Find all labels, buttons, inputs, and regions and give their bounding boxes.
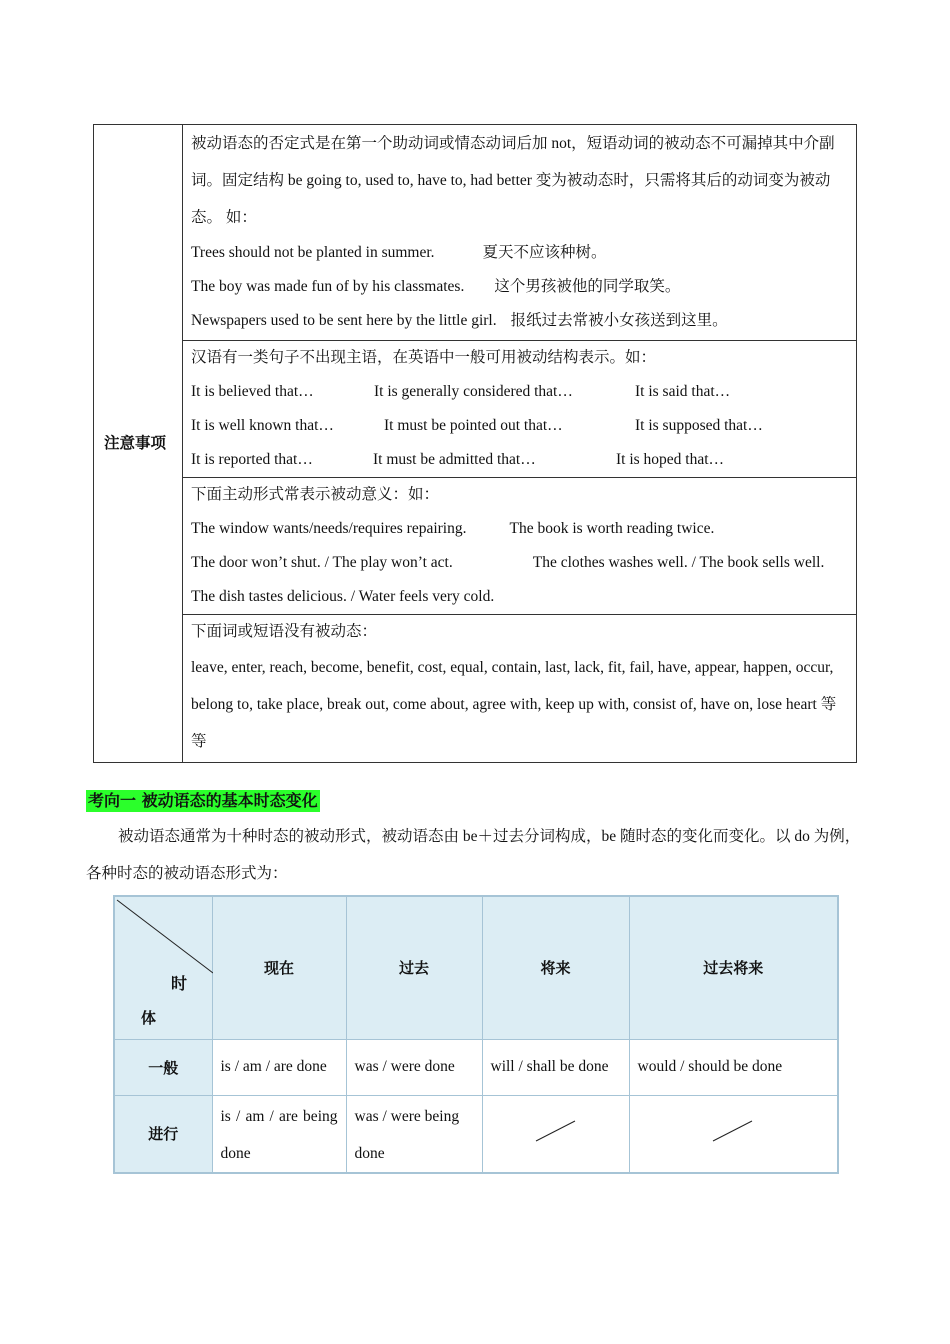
- example-line: [191, 236, 848, 270]
- table-corner: [114, 896, 212, 1039]
- phrase: It must be admitted that…: [373, 451, 536, 468]
- column-header: 现在: [212, 896, 346, 1039]
- tense-table: [113, 895, 839, 1174]
- phrase: It is said that…: [635, 383, 731, 400]
- phrase-row: [191, 443, 848, 477]
- phrase: It is reported that…: [191, 451, 313, 468]
- empty-cell: [629, 1095, 838, 1173]
- column-header: 将来: [482, 896, 629, 1039]
- notes-block-active-passive: [183, 478, 857, 615]
- active-intro: 下面主动形式常表示被动意义：如：: [191, 486, 440, 503]
- row-header: 进行: [114, 1095, 212, 1173]
- example-en: Trees should not be planted in summer.: [191, 244, 435, 261]
- example-line: [191, 270, 848, 304]
- active-example: The dish tastes delicious. / Water feels very cold.: [191, 588, 495, 605]
- negation-rule: 被动语态的否定式是在第一个助动词或情态动词后加 not，短语动词的被动态不可漏掉其中介副词。固定结构 be going to, used to, have to, had better 变为被动态时，只需将其后的动词变为被动态。 如：: [191, 135, 835, 226]
- impersonal-intro: 汉语有一类句子不出现主语，在英语中一般可用被动结构表示。如：: [191, 349, 657, 366]
- no-passive-list: leave, enter, reach, become, benefit, cost, equal, contain, last, lack, fit, fail, have, appear, happen, occur, belong to, take place, break out, come about, agree with, keep up with, consist of, have on, lose heart 等等: [191, 659, 837, 750]
- row-header: 一般: [114, 1039, 212, 1095]
- phrase-row: [191, 375, 848, 409]
- table-cell: was / were done: [346, 1039, 482, 1095]
- example-line: [191, 304, 848, 338]
- active-line: [191, 546, 848, 580]
- active-example: The clothes washes well. / The book sells well.: [532, 554, 825, 571]
- active-example: The door won’t shut. / The play won’t act.: [191, 554, 453, 571]
- no-passive-intro: 下面词或短语没有被动态：: [191, 623, 378, 640]
- phrase: It is believed that…: [191, 383, 314, 400]
- section-heading: 考向一 被动语态的基本时态变化: [88, 791, 318, 810]
- table-cell: would / should be done: [629, 1039, 838, 1095]
- phrase: It is hoped that…: [616, 451, 725, 468]
- slash-mark: [712, 1119, 754, 1143]
- active-example: The window wants/needs/requires repairing.: [191, 520, 467, 537]
- example-zh: 这个男孩被他的同学取笑。: [494, 278, 681, 295]
- phrase-row: [191, 409, 848, 443]
- notes-label: 注意事项: [94, 125, 183, 763]
- example-en: The boy was made fun of by his classmates.: [191, 278, 465, 295]
- phrase: It must be pointed out that…: [384, 417, 563, 434]
- example-zh: 报纸过去常被小女孩送到这里。: [510, 312, 728, 329]
- active-line: [191, 512, 848, 546]
- diagonal-line: [115, 897, 213, 1040]
- phrase: It is well known that…: [191, 417, 334, 434]
- table-cell: will / shall be done: [482, 1039, 629, 1095]
- example-zh: 夏天不应该种树。: [482, 244, 607, 261]
- active-line: [191, 580, 848, 614]
- column-header: 过去将来: [629, 896, 838, 1039]
- empty-cell: [482, 1095, 629, 1173]
- notes-block-impersonal: [183, 341, 857, 478]
- section-paragraph: 被动语态通常为十种时态的被动形式，被动语态由 be＋过去分词构成，be 随时态的变化而变化。以 do 为例，各种时态的被动语态形式为：: [86, 828, 861, 882]
- notes-block-no-passive: [183, 615, 857, 763]
- table-cell: was / were being done: [346, 1095, 482, 1173]
- phrase: It is supposed that…: [635, 417, 763, 434]
- corner-label-aspect: 体: [141, 1009, 157, 1027]
- notes-table: [93, 124, 857, 763]
- slash-mark: [535, 1119, 577, 1143]
- corner-label-tense: 时: [171, 974, 188, 993]
- phrase: It is generally considered that…: [374, 383, 573, 400]
- table-cell: is / am / are done: [212, 1039, 346, 1095]
- active-example: The book is worth reading twice.: [509, 520, 715, 537]
- notes-block-negation: [183, 125, 857, 341]
- table-cell: is / am / are being done: [212, 1095, 346, 1173]
- column-header: 过去: [346, 896, 482, 1039]
- example-en: Newspapers used to be sent here by the little girl.: [191, 312, 497, 329]
